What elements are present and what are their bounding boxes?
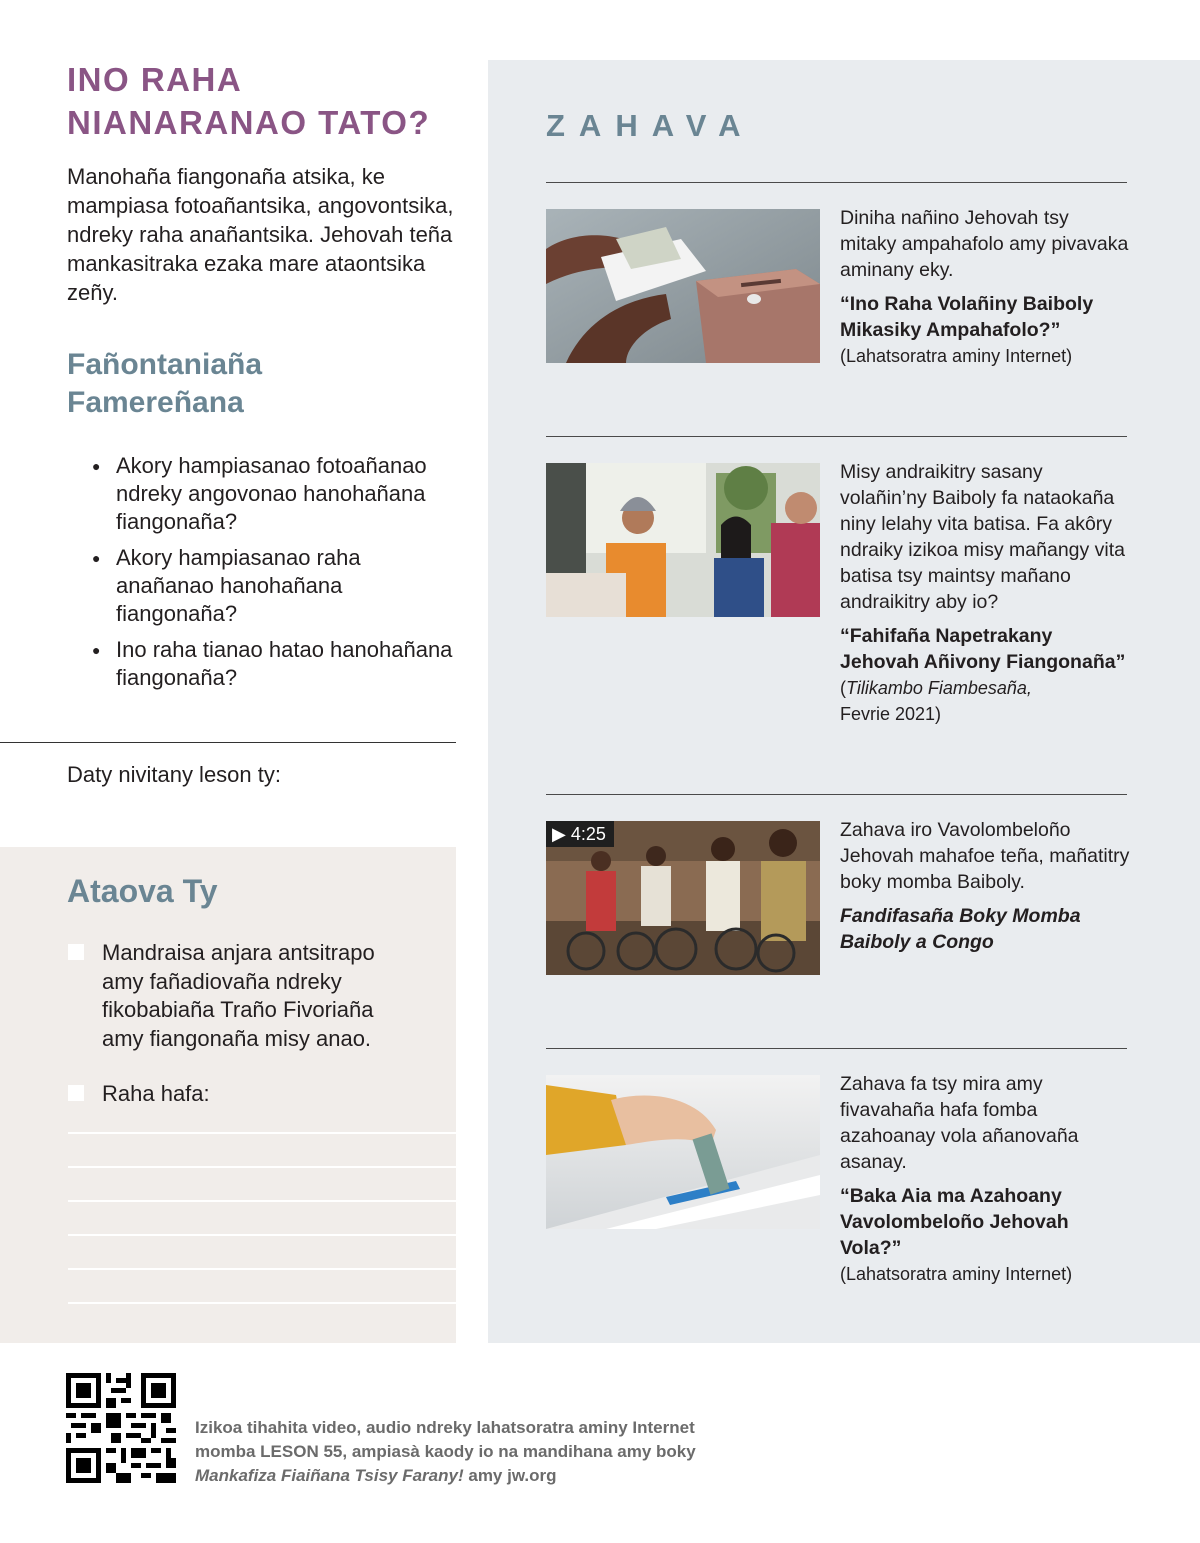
checkbox[interactable] bbox=[68, 944, 84, 960]
write-in-line[interactable] bbox=[68, 1268, 456, 1270]
entry-description: Misy andraikitry sasany volañin’ny Baiboly fa nataokaña niny lelahy vita batisa. Fa akôry ndraiky izikoa misy mañangy vita batisa tsy maintsy mañano andraikitry aby io? bbox=[840, 461, 1126, 613]
qr-code[interactable] bbox=[66, 1373, 176, 1483]
entry-description: Zahava iro Vavolombeloño Jehovah mahafoe teña, mañatitry boky momba Baiboly. bbox=[840, 819, 1130, 893]
book-title: Mankafiza Fiaiñana Tsisy Farany! bbox=[195, 1466, 464, 1485]
entry-link-title[interactable]: Fandifasaña Boky Momba Baiboly a Congo bbox=[840, 905, 1081, 953]
footer-site: amy jw.org bbox=[463, 1466, 557, 1485]
action-box bbox=[0, 847, 456, 1343]
checkbox[interactable] bbox=[68, 1085, 84, 1101]
title-line-1: INO RAHA bbox=[67, 61, 243, 98]
entry-source bbox=[840, 675, 1130, 727]
title-line-2: NIANARANAO TATO? bbox=[67, 104, 431, 141]
explore-panel bbox=[488, 60, 1200, 1343]
explore-heading: ZAHAVA bbox=[546, 108, 755, 143]
entry-source: (Lahatsoratra aminy Internet) bbox=[840, 346, 1073, 366]
review-heading-line-1: Fañontaniaña bbox=[67, 348, 263, 381]
review-questions-list bbox=[92, 452, 462, 700]
review-questions-heading bbox=[67, 346, 447, 422]
review-heading-line-2: Famereñana bbox=[67, 386, 244, 419]
footer-line-1: Izikoa tihahita video, audio ndreky lahatsoratra aminy Internet bbox=[195, 1418, 695, 1437]
write-in-line[interactable] bbox=[68, 1200, 456, 1202]
write-in-line[interactable] bbox=[68, 1132, 456, 1134]
women-congregation-article-image[interactable] bbox=[546, 463, 820, 617]
write-in-line[interactable] bbox=[68, 1166, 456, 1168]
divider bbox=[546, 794, 1127, 795]
divider bbox=[546, 182, 1127, 183]
divider bbox=[546, 1048, 1127, 1049]
video-duration-badge bbox=[546, 821, 614, 847]
action-item-text: Raha hafa: bbox=[102, 1081, 210, 1106]
explore-entry-women-roles bbox=[840, 459, 1130, 727]
review-question: ● Akory hampiasanao raha anañanao hanohañana fiangonaña? bbox=[92, 544, 462, 628]
entry-link-title[interactable]: “Baka Aia ma Azahoany Vavolombeloño Jehovah Vola?” bbox=[840, 1185, 1069, 1259]
review-question: ● Akory hampiasanao fotoañanao ndreky angovonao hanohañana fiangonaña? bbox=[92, 452, 462, 536]
entry-source: (Lahatsoratra aminy Internet) bbox=[840, 1264, 1073, 1284]
action-box-title: Ataova Ty bbox=[67, 873, 218, 909]
action-item-text: Mandraisa anjara antsitrapo amy fañadiovaña ndreky fikobabiaña Traño Fivoriaña amy fiangonaña misy anao. bbox=[102, 940, 375, 1051]
action-item-other bbox=[68, 1080, 402, 1109]
explore-entry-funding bbox=[840, 1071, 1130, 1287]
footer-note bbox=[195, 1416, 755, 1488]
play-icon: ▶ bbox=[552, 824, 566, 844]
source-open-paren: ( bbox=[840, 678, 846, 698]
action-item bbox=[68, 939, 402, 1053]
footer-line-2: momba LESON 55, ampiasà kaody io na mandihana amy boky bbox=[195, 1442, 696, 1461]
explore-entry-tithe bbox=[840, 205, 1130, 369]
video-duration: 4:25 bbox=[570, 824, 606, 844]
congo-video-thumbnail[interactable] bbox=[546, 821, 820, 975]
donation-article-image[interactable] bbox=[546, 1075, 820, 1229]
write-in-line[interactable] bbox=[68, 1234, 456, 1236]
write-in-line[interactable] bbox=[68, 1302, 456, 1304]
intro-paragraph: Manohaña fiangonaña atsika, ke mampiasa fotoañantsika, angovontsika, ndreky raha anañantsika. Jehovah teña mankasitraka ezaka mare ataontsika zeñy. bbox=[67, 164, 454, 305]
lesson-review-title bbox=[67, 58, 467, 144]
source-publication: Tilikambo Fiambesaña, bbox=[846, 678, 1032, 698]
review-question: ● Ino raha tianao hatao hanohañana fiangonaña? bbox=[92, 636, 462, 692]
entry-description: Diniha nañino Jehovah tsy mitaky ampahafolo amy pivavaka aminany eky. bbox=[840, 207, 1129, 281]
entry-link-title[interactable]: “Ino Raha Volañiny Baiboly Mikasiky Ampahafolo?” bbox=[840, 293, 1094, 341]
source-date: Fevrie 2021) bbox=[840, 704, 942, 724]
completion-date-label: Daty nivitany leson ty: bbox=[67, 762, 281, 787]
entry-link-title[interactable]: “Fahifaña Napetrakany Jehovah Añivony Fiangonaña” bbox=[840, 625, 1126, 673]
divider bbox=[0, 742, 456, 743]
entry-description: Zahava fa tsy mira amy fivavahaña hafa fomba azahoanay vola añanovaña asanay. bbox=[840, 1073, 1079, 1173]
tithe-article-image[interactable] bbox=[546, 209, 820, 363]
explore-entry-congo-video bbox=[840, 817, 1130, 955]
divider bbox=[546, 436, 1127, 437]
